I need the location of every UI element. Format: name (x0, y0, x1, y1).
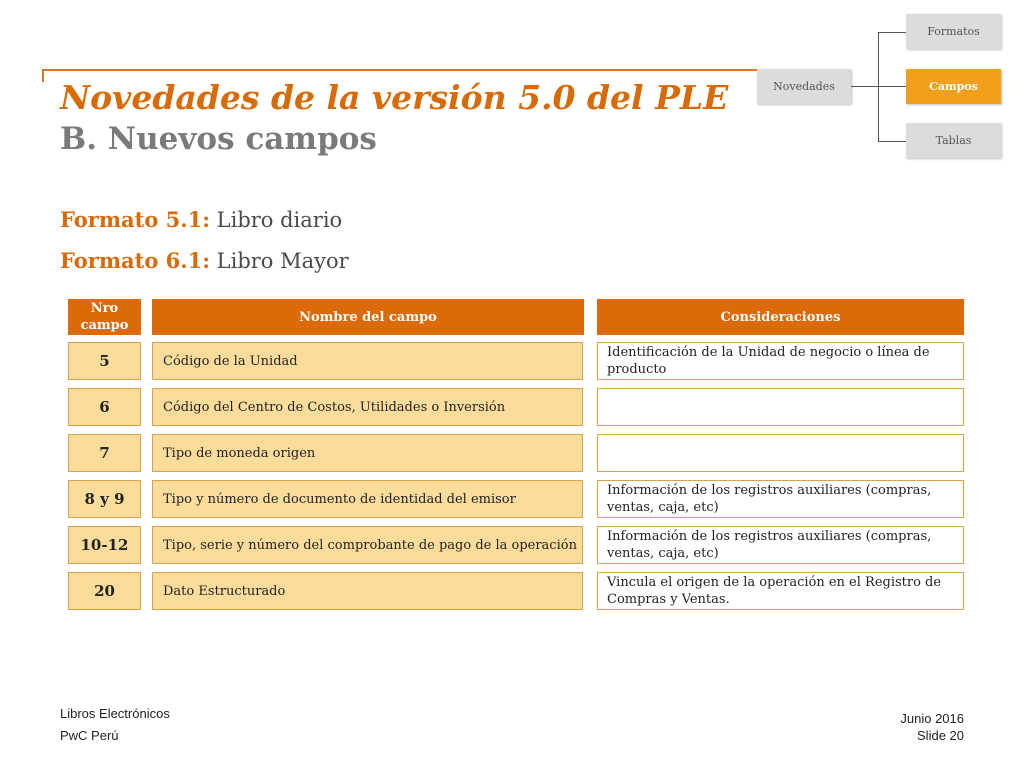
row-consideraciones: Vincula el origen de la operación en el Registro de Compras y Ventas. (597, 572, 964, 610)
row-nro: 7 (68, 434, 141, 472)
title-accent-tick (42, 69, 44, 82)
slide-title: Novedades de la versión 5.0 del PLE (60, 78, 729, 117)
nav-connector (851, 86, 879, 87)
table-row (0, 572, 1024, 610)
slide-subtitle: B. Nuevos campos (60, 121, 377, 157)
row-consideraciones: Identificación de la Unidad de negocio o línea de producto (597, 342, 964, 380)
format-line-1 (60, 207, 342, 232)
footer-slide-number: Slide 20 (917, 728, 964, 743)
table-row (0, 388, 1024, 426)
nav-formatos[interactable]: Formatos (906, 14, 1001, 49)
row-field-name: Tipo de moneda origen (152, 434, 583, 472)
format-line-2 (60, 248, 349, 273)
table-row (0, 342, 1024, 380)
nav-connector (878, 32, 906, 33)
row-nro: 6 (68, 388, 141, 426)
footer-document-name: Libros Electrónicos (60, 706, 170, 721)
table-row (0, 480, 1024, 518)
row-nro: 20 (68, 572, 141, 610)
header-nombre-campo: Nombre del campo (152, 299, 584, 335)
nav-novedades[interactable]: Novedades (757, 69, 851, 104)
table-row (0, 434, 1024, 472)
nav-connector (878, 141, 906, 142)
header-consideraciones: Consideraciones (597, 299, 964, 335)
header-nro-campo: Nro campo (68, 299, 141, 335)
nav-connector (878, 86, 906, 87)
row-nro: 5 (68, 342, 141, 380)
row-field-name: Dato Estructurado (152, 572, 583, 610)
row-nro: 10-12 (68, 526, 141, 564)
format-code: Formato 6.1: (60, 248, 210, 273)
row-field-name: Código del Centro de Costos, Utilidades o Inversión (152, 388, 583, 426)
format-name: Libro diario (216, 208, 343, 232)
footer-date: Junio 2016 (900, 711, 964, 726)
format-code: Formato 5.1: (60, 207, 210, 232)
row-consideraciones (597, 388, 964, 426)
nav-connector (878, 32, 879, 142)
row-field-name: Código de la Unidad (152, 342, 583, 380)
format-name: Libro Mayor (216, 249, 349, 273)
row-field-name: Tipo, serie y número del comprobante de pago de la operación (152, 526, 583, 564)
nav-campos[interactable]: Campos (906, 69, 1001, 104)
title-accent-rule (42, 69, 757, 71)
row-field-name: Tipo y número de documento de identidad del emisor (152, 480, 583, 518)
footer-company: PwC Perú (60, 728, 119, 743)
nav-tablas[interactable]: Tablas (906, 123, 1001, 158)
row-consideraciones: Información de los registros auxiliares (compras, ventas, caja, etc) (597, 480, 964, 518)
row-consideraciones: Información de los registros auxiliares (compras, ventas, caja, etc) (597, 526, 964, 564)
row-nro: 8 y 9 (68, 480, 141, 518)
row-consideraciones (597, 434, 964, 472)
table-row (0, 526, 1024, 564)
